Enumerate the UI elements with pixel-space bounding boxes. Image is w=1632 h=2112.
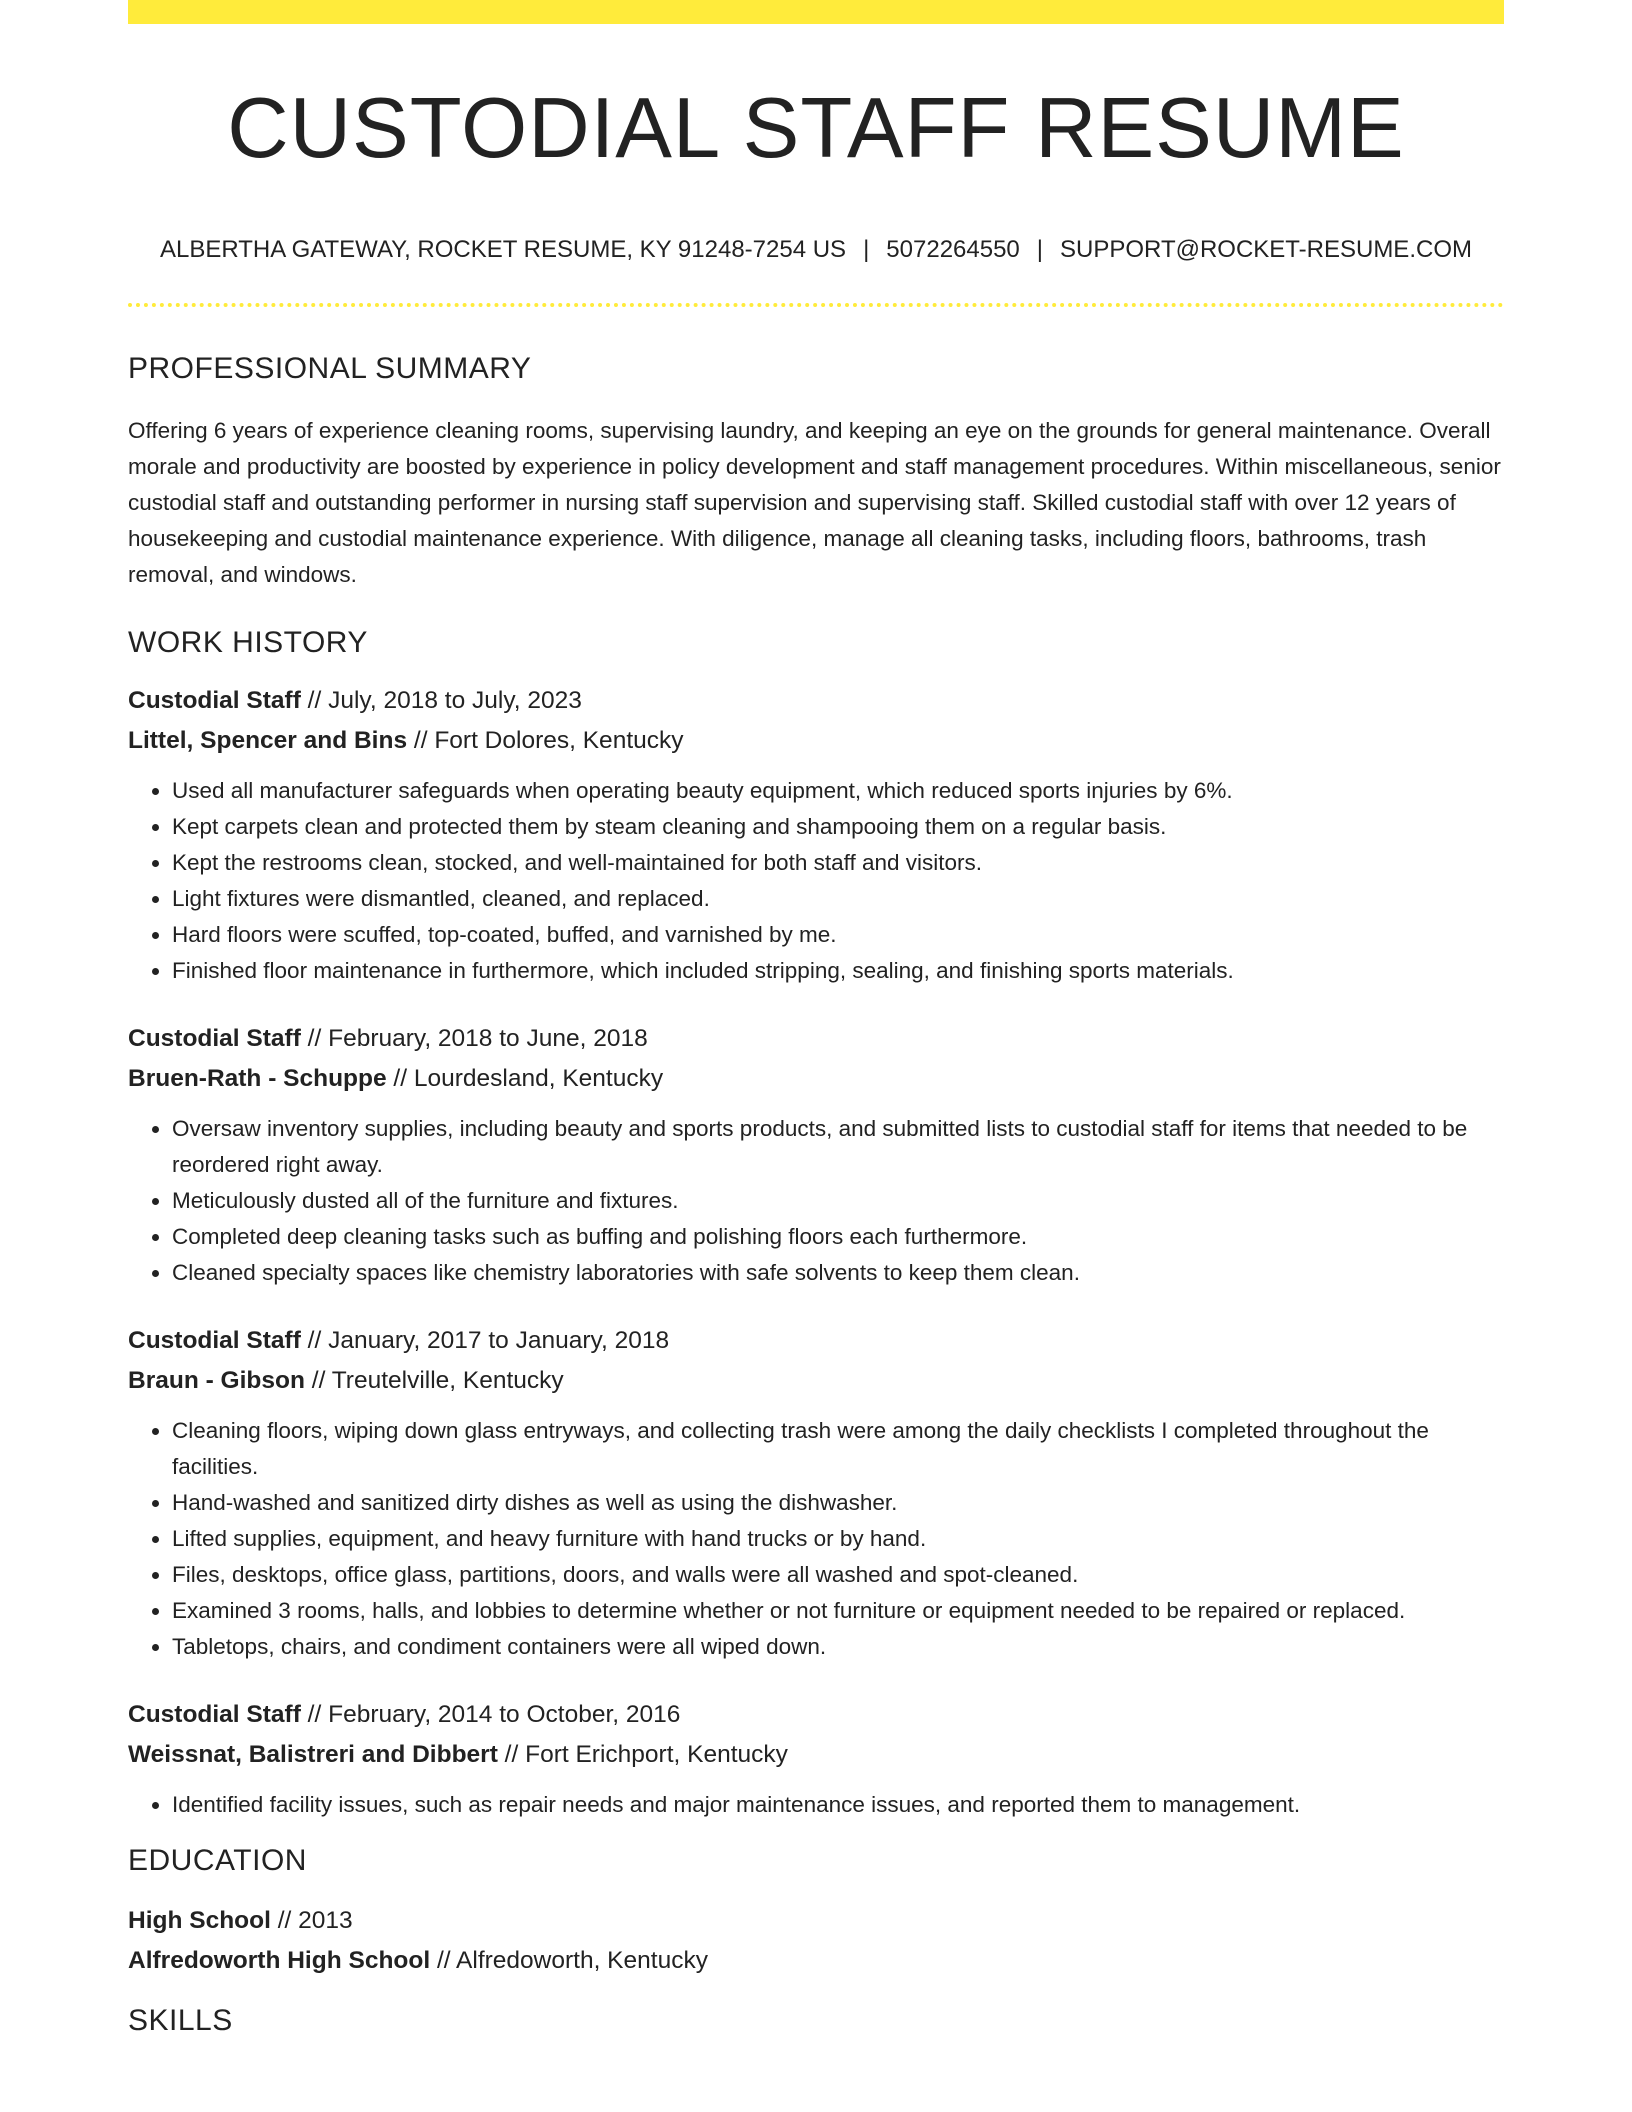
dotted-divider <box>128 303 1504 307</box>
job-company: Weissnat, Balistreri and Dibbert <box>128 1741 498 1769</box>
job-title-line <box>128 1019 1504 1059</box>
job-company: Littel, Spencer and Bins <box>128 727 408 755</box>
job-company: Bruen-Rath - Schuppe <box>128 1065 387 1093</box>
job-duty-item: • Finished floor maintenance in furthermore, which included stripping, sealing, and finishing sports materials. <box>172 953 1504 989</box>
job-duty-item: • Examined 3 rooms, halls, and lobbies to determine whether or not furniture or equipment needed to be repaired or replaced. <box>172 1593 1504 1629</box>
contact-line <box>128 236 1504 265</box>
job-title-line <box>128 1695 1504 1735</box>
job-entry <box>128 1695 1504 1823</box>
job-duty-item: • Cleaned specialty spaces like chemistry laboratories with safe solvents to keep them clean. <box>172 1255 1504 1291</box>
job-company-line <box>128 1059 1504 1099</box>
education-heading: EDUCATION <box>128 1844 307 1878</box>
job-dates: // January, 2017 to January, 2018 <box>300 1327 670 1355</box>
job-duty-item: • Used all manufacturer safeguards when operating beauty equipment, which reduced sports injuries by 6%. <box>172 773 1504 809</box>
job-duty-item: • Hard floors were scuffed, top-coated, buffed, and varnished by me. <box>172 917 1504 953</box>
work-history-list <box>128 681 1504 1823</box>
resume-title: CUSTODIAL STAFF RESUME <box>227 81 1405 176</box>
job-entry <box>128 681 1504 989</box>
job-location: // Lourdesland, Kentucky <box>386 1065 664 1093</box>
job-dates: // February, 2018 to June, 2018 <box>300 1025 648 1053</box>
job-title: Custodial Staff <box>128 1025 301 1053</box>
job-title-line <box>128 1321 1504 1361</box>
job-duty-item: • Completed deep cleaning tasks such as buffing and polishing floors each furthermore. <box>172 1219 1504 1255</box>
contact-separator: | <box>863 235 870 263</box>
job-duties-list <box>128 1413 1504 1665</box>
job-duty-item: • Identified facility issues, such as repair needs and major maintenance issues, and reported them to management. <box>172 1787 1504 1823</box>
job-company-line <box>128 1361 1504 1401</box>
summary-heading: PROFESSIONAL SUMMARY <box>128 352 532 386</box>
job-title-line <box>128 681 1504 721</box>
work-history-heading: WORK HISTORY <box>128 626 368 660</box>
job-location: // Treutelville, Kentucky <box>304 1367 564 1395</box>
job-duty-item: • Kept carpets clean and protected them by steam cleaning and shampooing them on a regular basis. <box>172 809 1504 845</box>
resume-page <box>128 0 1504 2039</box>
job-duty-item: • Files, desktops, office glass, partitions, doors, and walls were all washed and spot-cleaned. <box>172 1557 1504 1593</box>
education-year: // 2013 <box>270 1907 353 1935</box>
job-duty-item: • Tabletops, chairs, and condiment containers were all wiped down. <box>172 1629 1504 1665</box>
job-duty-item: • Hand-washed and sanitized dirty dishes as well as using the dishwasher. <box>172 1485 1504 1521</box>
job-duty-item: • Kept the restrooms clean, stocked, and well-maintained for both staff and visitors. <box>172 845 1504 881</box>
job-entry <box>128 1321 1504 1665</box>
contact-phone: 5072264550 <box>886 235 1020 263</box>
job-duties-list <box>128 1787 1504 1823</box>
job-duty-item: • Meticulously dusted all of the furniture and fixtures. <box>172 1183 1504 1219</box>
education-degree-line <box>128 1901 1504 1941</box>
job-company-line <box>128 1735 1504 1775</box>
job-duty-item: • Light fixtures were dismantled, cleaned, and replaced. <box>172 881 1504 917</box>
job-duties-list <box>128 1111 1504 1291</box>
accent-top-bar <box>128 0 1504 24</box>
job-title: Custodial Staff <box>128 687 301 715</box>
skills-heading: SKILLS <box>128 2004 233 2038</box>
summary-text: Offering 6 years of experience cleaning rooms, supervising laundry, and keeping an eye on the grounds for general maintenance. Overall morale and productivity are boosted by experience in policy development and staff management procedures. Within miscellaneous, senior custodial staff and outstanding performer in nursing staff supervision and supervising staff. Skilled custodial staff with over 12 years of housekeeping and custodial maintenance experience. With diligence, manage all cleaning tasks, including floors, bathrooms, trash removal, and windows. <box>128 418 1501 588</box>
job-dates: // February, 2014 to October, 2016 <box>300 1701 681 1729</box>
job-duties-list <box>128 773 1504 989</box>
job-duty-item: • Cleaning floors, wiping down glass entryways, and collecting trash were among the daily checklists I completed throughout the facilities. <box>172 1413 1504 1485</box>
job-title: Custodial Staff <box>128 1327 301 1355</box>
contact-email: SUPPORT@ROCKET-RESUME.COM <box>1060 235 1472 263</box>
education-school: Alfredoworth High School <box>128 1947 431 1975</box>
contact-separator: | <box>1036 235 1044 263</box>
education-location: // Alfredoworth, Kentucky <box>430 1947 708 1975</box>
job-location: // Fort Dolores, Kentucky <box>407 727 684 755</box>
job-company: Braun - Gibson <box>128 1367 305 1395</box>
job-dates: // July, 2018 to July, 2023 <box>300 687 582 715</box>
contact-address: ALBERTHA GATEWAY, ROCKET RESUME, KY 91248-7254 US <box>160 235 847 263</box>
education-school-line <box>128 1941 1504 1981</box>
job-entry <box>128 1019 1504 1291</box>
job-title: Custodial Staff <box>128 1701 301 1729</box>
education-degree: High School <box>128 1907 271 1935</box>
job-duty-item: • Lifted supplies, equipment, and heavy furniture with hand trucks or by hand. <box>172 1521 1504 1557</box>
job-duty-item: • Oversaw inventory supplies, including beauty and sports products, and submitted lists to custodial staff for items that needed to be reordered right away. <box>172 1111 1504 1183</box>
job-location: // Fort Erichport, Kentucky <box>497 1741 788 1769</box>
job-company-line <box>128 721 1504 761</box>
